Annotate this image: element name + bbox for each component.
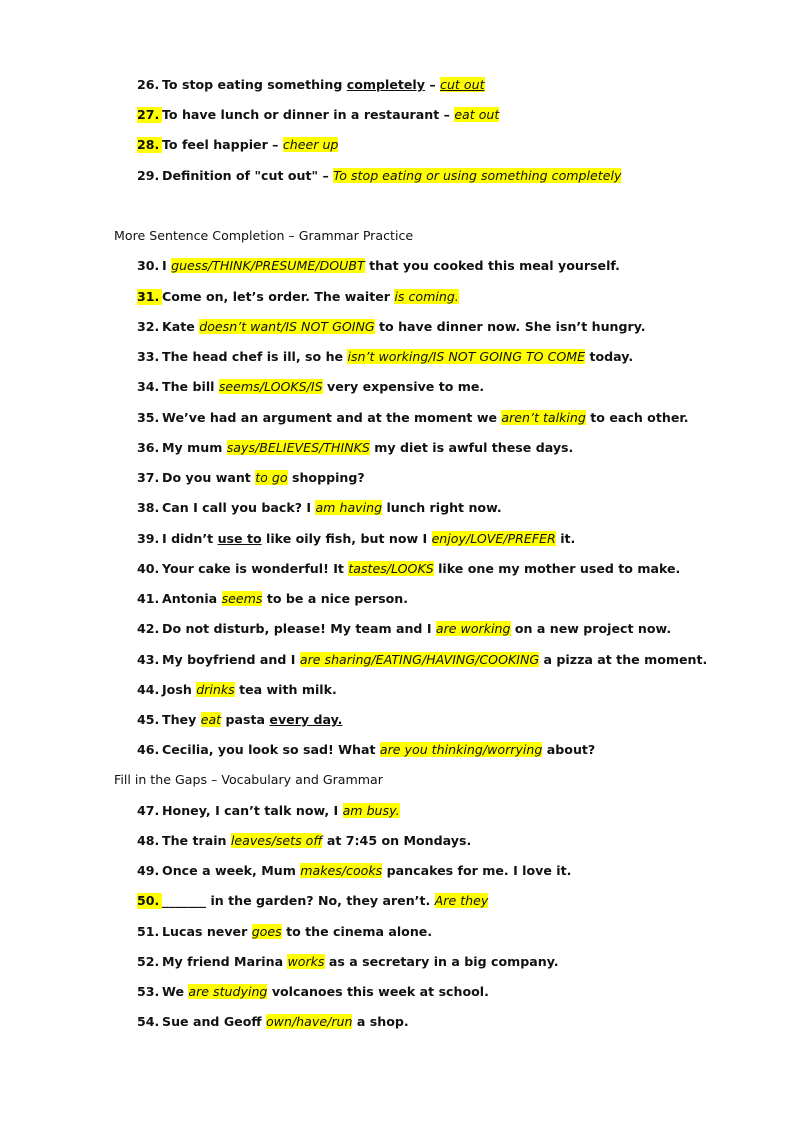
answer-highlight: leaves/sets off bbox=[230, 833, 323, 848]
item-text: like one my mother used to make. bbox=[433, 561, 681, 576]
item-text: The bill bbox=[162, 379, 219, 394]
item-text: My mum bbox=[162, 440, 227, 455]
answer-highlight: cut out bbox=[440, 77, 485, 92]
item-text: My friend Marina bbox=[162, 954, 288, 969]
item-text: at 7:45 on Mondays. bbox=[322, 833, 472, 848]
list-item bbox=[137, 863, 571, 879]
item-text: about? bbox=[542, 742, 596, 757]
item-number: 51. bbox=[137, 924, 160, 939]
item-number: 28. bbox=[137, 137, 162, 153]
item-number: 47. bbox=[137, 803, 160, 818]
item-text: Lucas never bbox=[162, 924, 252, 939]
list-item bbox=[137, 893, 488, 909]
answer-highlight: To stop eating or using something completely bbox=[333, 168, 622, 183]
answer-highlight: aren’t talking bbox=[501, 410, 586, 425]
item-number: 53. bbox=[137, 984, 160, 999]
underlined-text: completely bbox=[346, 77, 425, 92]
list-item bbox=[137, 77, 485, 93]
list-item bbox=[137, 168, 621, 184]
item-number: 30. bbox=[137, 258, 160, 273]
answer-highlight: enjoy/LOVE/PREFER bbox=[431, 531, 556, 546]
answer-highlight: are sharing/EATING/HAVING/COOKING bbox=[299, 652, 540, 667]
item-number: 48. bbox=[137, 833, 160, 848]
item-text: tea with milk. bbox=[234, 682, 337, 697]
item-text: Sue and Geoff bbox=[162, 1014, 266, 1029]
item-number: 40. bbox=[137, 561, 160, 576]
answer-highlight: eat bbox=[200, 712, 222, 727]
item-number: 46. bbox=[137, 742, 160, 757]
item-text: They bbox=[162, 712, 201, 727]
answer-highlight: works bbox=[287, 954, 325, 969]
item-text: Josh bbox=[162, 682, 197, 697]
item-number: 52. bbox=[137, 954, 160, 969]
item-text: in the garden? No, they aren’t. bbox=[206, 893, 435, 908]
list-item bbox=[137, 531, 575, 547]
item-text: Do you want bbox=[162, 470, 256, 485]
answer-highlight: doesn’t want/IS NOT GOING bbox=[199, 319, 375, 334]
item-number: 33. bbox=[137, 349, 160, 364]
list-item bbox=[137, 621, 671, 637]
answer-highlight: isn’t working/IS NOT GOING TO COME bbox=[347, 349, 586, 364]
item-text: We’ve had an argument and at the moment we bbox=[162, 410, 502, 425]
answer-highlight: are working bbox=[435, 621, 511, 636]
item-number: 35. bbox=[137, 410, 160, 425]
answer-highlight: is coming. bbox=[394, 289, 459, 304]
item-text: We bbox=[162, 984, 189, 999]
item-text: to be a nice person. bbox=[262, 591, 409, 606]
item-text: very expensive to me. bbox=[322, 379, 485, 394]
underlined-text: use to bbox=[217, 531, 262, 546]
answer-highlight: tastes/LOOKS bbox=[348, 561, 434, 576]
item-number: 39. bbox=[137, 531, 160, 546]
list-item bbox=[137, 682, 337, 698]
answer-highlight: makes/cooks bbox=[300, 863, 383, 878]
list-item bbox=[137, 137, 338, 153]
answer-highlight: to go bbox=[255, 470, 288, 485]
item-number: 42. bbox=[137, 621, 160, 636]
list-item bbox=[137, 379, 484, 395]
item-text: To have lunch or dinner in a restaurant – bbox=[162, 107, 455, 122]
answer-highlight: are you thinking/worrying bbox=[379, 742, 543, 757]
item-text: today. bbox=[585, 349, 634, 364]
list-item bbox=[137, 561, 680, 577]
item-number: 36. bbox=[137, 440, 160, 455]
item-text: I bbox=[162, 258, 172, 273]
item-number: 34. bbox=[137, 379, 160, 394]
item-number: 26. bbox=[137, 77, 160, 92]
item-text: Come on, let’s order. The waiter bbox=[162, 289, 395, 304]
item-number: 32. bbox=[137, 319, 160, 334]
answer-highlight: own/have/run bbox=[265, 1014, 353, 1029]
list-item bbox=[137, 289, 459, 305]
item-text: My boyfriend and I bbox=[162, 652, 300, 667]
item-number: 27. bbox=[137, 107, 162, 123]
list-item bbox=[137, 984, 489, 1000]
list-item bbox=[137, 1014, 409, 1030]
list-item bbox=[137, 258, 620, 274]
list-item bbox=[137, 319, 646, 335]
item-text: as a secretary in a big company. bbox=[324, 954, 559, 969]
item-text: – bbox=[424, 77, 441, 92]
answer-highlight: eat out bbox=[454, 107, 500, 122]
list-item bbox=[137, 440, 573, 456]
item-text: Cecilia, you look so sad! What bbox=[162, 742, 380, 757]
item-number: 54. bbox=[137, 1014, 160, 1029]
list-item bbox=[137, 410, 689, 426]
list-item bbox=[137, 742, 595, 758]
item-text: lunch right now. bbox=[382, 500, 502, 515]
answer-highlight: drinks bbox=[196, 682, 235, 697]
answer-highlight: seems bbox=[221, 591, 263, 606]
item-text: volcanoes this week at school. bbox=[267, 984, 489, 999]
item-text: like oily fish, but now I bbox=[261, 531, 432, 546]
item-number: 37. bbox=[137, 470, 160, 485]
list-item bbox=[137, 470, 365, 486]
item-number: 50. bbox=[137, 893, 162, 909]
answer-highlight: am busy. bbox=[342, 803, 400, 818]
item-number: 43. bbox=[137, 652, 160, 667]
item-text: that you cooked this meal yourself. bbox=[364, 258, 620, 273]
answer-highlight: seems/LOOKS/IS bbox=[218, 379, 323, 394]
item-text: on a new project now. bbox=[510, 621, 672, 636]
item-text: pancakes for me. I love it. bbox=[382, 863, 572, 878]
item-number: 38. bbox=[137, 500, 160, 515]
item-text: Do not disturb, please! My team and I bbox=[162, 621, 436, 636]
answer-highlight: says/BELIEVES/THINKS bbox=[226, 440, 370, 455]
answer-highlight: guess/THINK/PRESUME/DOUBT bbox=[171, 258, 365, 273]
list-item bbox=[137, 712, 342, 728]
item-text: The train bbox=[162, 833, 231, 848]
item-text: to each other. bbox=[585, 410, 689, 425]
list-item bbox=[137, 107, 499, 123]
answer-highlight: are studying bbox=[188, 984, 268, 999]
item-text: to the cinema alone. bbox=[281, 924, 433, 939]
answer-highlight: Are they bbox=[434, 893, 489, 908]
item-text: to have dinner now. She isn’t hungry. bbox=[374, 319, 646, 334]
item-text: Kate bbox=[162, 319, 200, 334]
item-text: Antonia bbox=[162, 591, 222, 606]
section-heading: Fill in the Gaps – Vocabulary and Grammar bbox=[114, 772, 383, 787]
list-item bbox=[137, 591, 408, 607]
list-item bbox=[137, 500, 502, 516]
item-number: 49. bbox=[137, 863, 160, 878]
item-text: To stop eating something bbox=[162, 77, 347, 92]
item-text: it. bbox=[555, 531, 576, 546]
item-text: To feel happier – bbox=[162, 137, 283, 152]
item-text: shopping? bbox=[287, 470, 365, 485]
item-text: Can I call you back? I bbox=[162, 500, 316, 515]
answer-highlight: goes bbox=[251, 924, 282, 939]
underlined-text: every day. bbox=[269, 712, 343, 727]
item-text: pasta bbox=[221, 712, 270, 727]
item-text: The head chef is ill, so he bbox=[162, 349, 348, 364]
item-text: a pizza at the moment. bbox=[539, 652, 708, 667]
item-text: Honey, I can’t talk now, I bbox=[162, 803, 343, 818]
item-number: 31. bbox=[137, 289, 162, 305]
blank-gap: _______ bbox=[162, 893, 207, 908]
item-number: 29. bbox=[137, 168, 160, 183]
item-number: 41. bbox=[137, 591, 160, 606]
item-number: 44. bbox=[137, 682, 160, 697]
list-item bbox=[137, 349, 633, 365]
item-text: Once a week, Mum bbox=[162, 863, 301, 878]
section-heading: More Sentence Completion – Grammar Practice bbox=[114, 228, 414, 243]
item-text: Your cake is wonderful! It bbox=[162, 561, 349, 576]
item-number: 45. bbox=[137, 712, 160, 727]
item-text: my diet is awful these days. bbox=[369, 440, 574, 455]
list-item bbox=[137, 803, 400, 819]
list-item bbox=[137, 833, 471, 849]
list-item bbox=[137, 924, 432, 940]
item-text: Definition of "cut out" – bbox=[162, 168, 334, 183]
answer-highlight: cheer up bbox=[282, 137, 339, 152]
list-item bbox=[137, 652, 707, 668]
item-text: I didn’t bbox=[162, 531, 218, 546]
list-item bbox=[137, 954, 559, 970]
answer-highlight: am having bbox=[315, 500, 383, 515]
item-text: a shop. bbox=[352, 1014, 409, 1029]
